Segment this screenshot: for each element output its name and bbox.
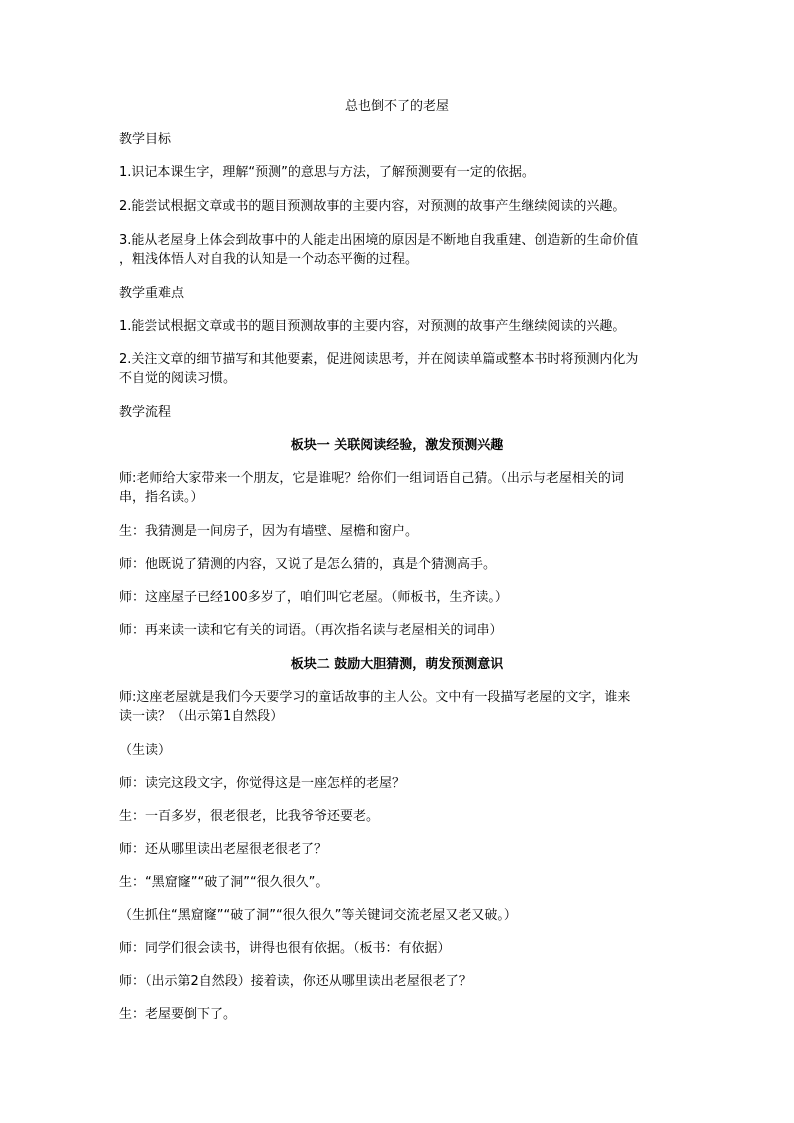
goal-line: 1.识记本课生字，理解“预测”的意思与方法，了解预测要有一定的依据。 [119, 165, 535, 180]
dialogue-line: （生读） [119, 743, 172, 758]
page-title: 总也倒不了的老屋 [344, 99, 449, 114]
dialogue-line: 师：这座屋子已经100多岁了，咱们叫它老屋。（师板书，生齐读。） [119, 590, 508, 605]
dialogue-line: 生：老屋要倒下了。 [119, 1007, 237, 1022]
section-heading: 板块一 关联阅读经验，激发预测兴趣 [290, 438, 504, 453]
dialogue-line: 师:老师给大家带来一个朋友，它是谁呢？给你们一组词语自己猜。（出示与老屋相关的词 [119, 471, 624, 486]
dialogue-line: （生抓住“黑窟窿”“破了洞”“很久很久”等关键词交流老屋又老又破。） [119, 908, 517, 923]
section-heading: 板块二 鼓励大胆猜测，萌发预测意识 [290, 657, 504, 672]
dialogue-line: 师：（出示第2自然段）接着读，你还从哪里读出老屋很老了？ [119, 974, 472, 989]
key-point-line: 2.关注文章的细节描写和其他要素，促进阅读思考，并在阅读单篇或整本书时将预测内化为 [119, 352, 639, 367]
dialogue-line: 师：再来读一读和它有关的词语。（再次指名读与老屋相关的词串） [119, 623, 503, 638]
dialogue-line: 师：他既说了猜测的内容，又说了是怎么猜的，真是个猜测高手。 [119, 557, 497, 572]
goal-line: 3.能从老屋身上体会到故事中的人能走出困境的原因是不断地自我重建、创造新的生命价值 [119, 233, 639, 248]
dialogue-line: 师：读完这段文字，你觉得这是一座怎样的老屋？ [119, 776, 406, 791]
dialogue-line: 生：我猜测是一间房子，因为有墙壁、屋檐和窗户。 [119, 524, 419, 539]
dialogue-line: 师：还从哪里读出老屋很老很老了？ [119, 842, 328, 857]
dialogue-line: 生：一百多岁，很老很老，比我爷爷还要老。 [119, 809, 380, 824]
goal-line: 2.能尝试根据文章或书的题目预测故事的主要内容，对预测的故事产生继续阅读的兴趣。 [119, 199, 626, 214]
dialogue-line: 串，指名读。） [119, 490, 204, 505]
dialogue-line: 读一读？（出示第1自然段） [119, 709, 284, 724]
goal-line: ，粗浅体悟人对自我的认知是一个动态平衡的过程。 [119, 252, 419, 267]
dialogue-line: 生：“黑窟窿”“破了洞”“很久很久”。 [119, 875, 329, 890]
dialogue-line: 师：同学们很会读书，讲得也很有依据。（板书：有依据） [119, 941, 451, 956]
dialogue-line: 师:这座老屋就是我们今天要学习的童话故事的主人公。文中有一段描写老屋的文字，谁来 [119, 690, 631, 705]
key-point-line: 不自觉的阅读习惯。 [119, 371, 237, 386]
key-points-heading: 教学重难点 [119, 286, 185, 301]
goals-heading: 教学目标 [119, 132, 172, 147]
key-point-line: 1.能尝试根据文章或书的题目预测故事的主要内容，对预测的故事产生继续阅读的兴趣。 [119, 319, 626, 334]
flow-heading: 教学流程 [119, 405, 172, 420]
